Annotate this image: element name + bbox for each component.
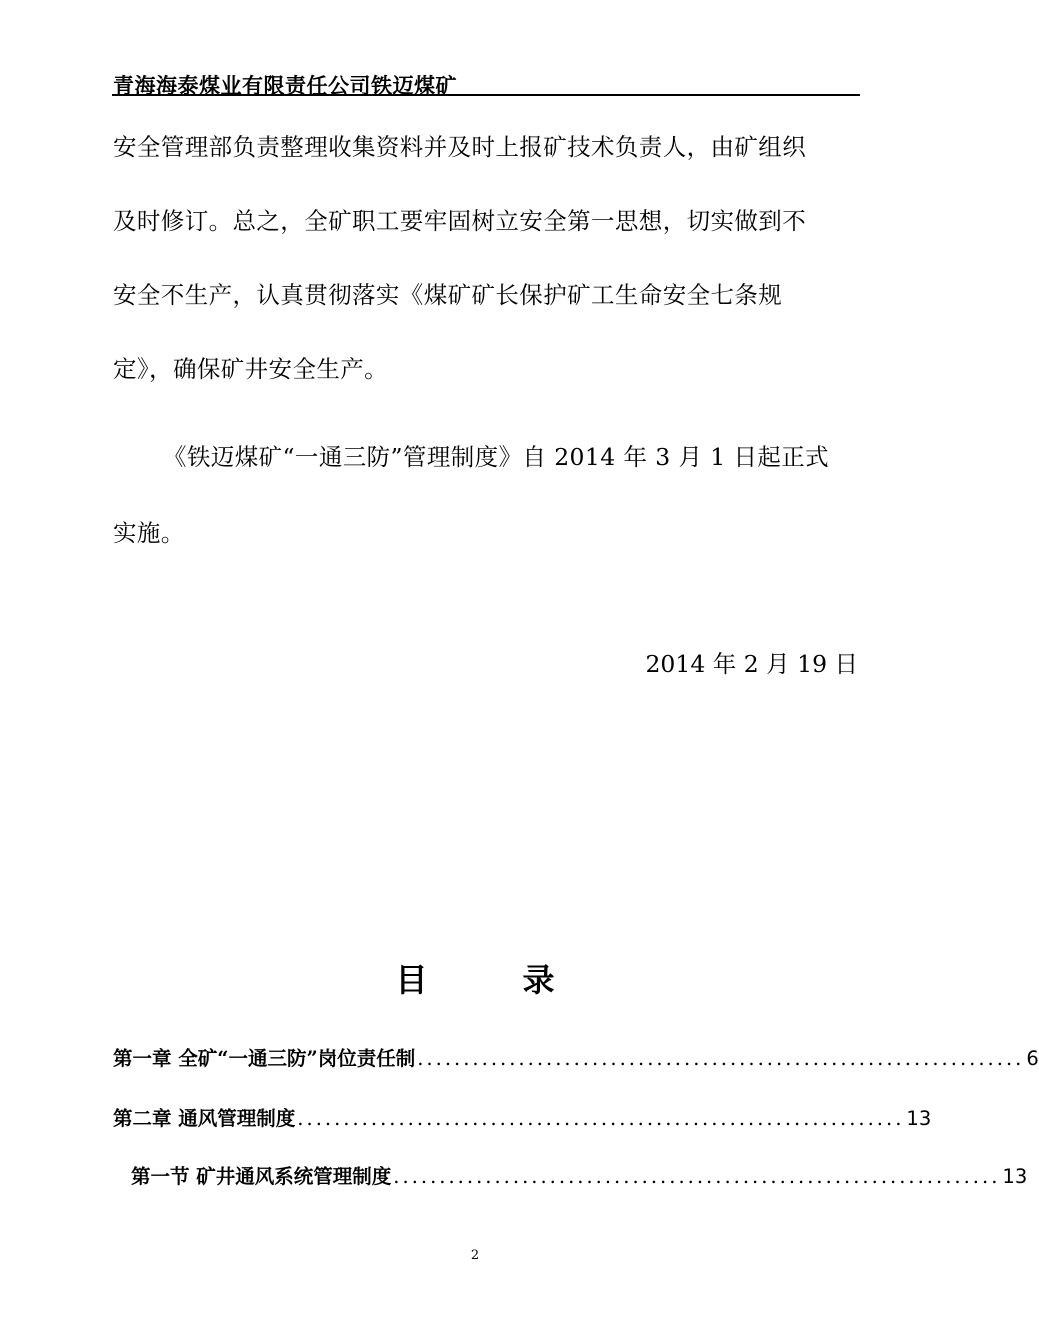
toc-title-right: 录 bbox=[522, 961, 555, 999]
toc-title bbox=[0, 955, 950, 1001]
signature-date: 2014 年 2 月 19 日 bbox=[645, 650, 858, 678]
toc-page-number: 6 bbox=[1026, 1047, 1039, 1070]
toc-leader: .................................................................. bbox=[393, 1165, 1001, 1188]
toc-entry[interactable] bbox=[131, 1161, 1028, 1189]
toc-entry-label: 第二章 通风管理制度 bbox=[113, 1107, 296, 1130]
toc-entry[interactable] bbox=[113, 1103, 932, 1131]
body-text-line: 定》，确保矿井安全生产。 bbox=[113, 355, 389, 383]
toc-leader: .................................................................. bbox=[297, 1107, 905, 1130]
header-rule bbox=[112, 94, 860, 96]
toc-title-left: 目 bbox=[395, 961, 428, 999]
page-number: 2 bbox=[470, 1248, 480, 1263]
toc-entry[interactable] bbox=[113, 1043, 1039, 1071]
document-header-title: 青海海泰煤业有限责任公司铁迈煤矿 bbox=[113, 73, 457, 98]
toc-page-number: 13 bbox=[906, 1107, 932, 1130]
toc-leader: .................................................................. bbox=[417, 1047, 1025, 1070]
body-text-line: 实施。 bbox=[113, 519, 185, 547]
toc-entry-label: 第一节 矿井通风系统管理制度 bbox=[131, 1165, 392, 1188]
body-text-line: 及时修订。总之，全矿职工要牢固树立安全第一思想，切实做到不 bbox=[113, 207, 807, 235]
toc-entry-label: 第一章 全矿“一通三防”岗位责任制 bbox=[113, 1047, 416, 1070]
body-text-line: 安全不生产，认真贯彻落实《煤矿矿长保护矿工生命安全七条规 bbox=[113, 281, 783, 309]
toc-page-number: 13 bbox=[1002, 1165, 1028, 1188]
body-text-line: 安全管理部负责整理收集资料并及时上报矿技术负责人，由矿组织 bbox=[113, 133, 807, 161]
body-text-line: 《铁迈煤矿“一通三防”管理制度》自 2014 年 3 月 1 日起正式 bbox=[163, 443, 830, 471]
